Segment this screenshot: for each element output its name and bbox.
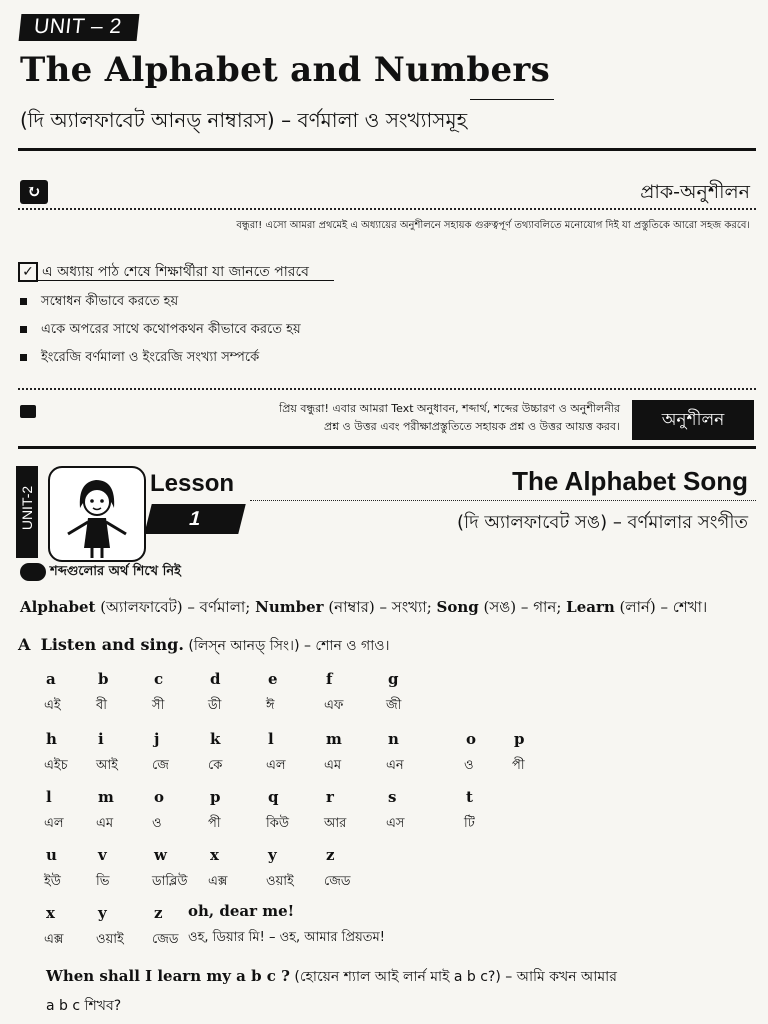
alphabet-pronunciation: ইউ: [44, 874, 61, 889]
alphabet-pronunciation: এক্স: [44, 932, 64, 947]
objectives-heading-text: এ অধ্যায় পাঠ শেষে শিক্ষার্থীরা যা জানতে পারবে: [42, 264, 309, 280]
vocab-word: Alphabet: [20, 598, 96, 616]
vocab-word: Number: [255, 598, 324, 616]
alphabet-pronunciation: ডাব্লিউ: [152, 874, 188, 889]
header-rule: [18, 148, 756, 151]
alphabet-pronunciation: ভি: [96, 874, 110, 889]
objective-text: ইংরেজি বর্ণমালা ও ইংরেজি সংখ্যা সম্পর্কে: [41, 350, 260, 365]
unit-vertical-tab: [16, 466, 38, 558]
alphabet-letter: m: [326, 730, 342, 748]
vocab-meaning: (অ্যালফাবেট) – বর্ণমালা;: [95, 598, 256, 616]
alphabet-letter: l: [46, 788, 52, 806]
alphabet-pronunciation: ওয়াই: [266, 874, 294, 889]
alphabet-letter: q: [268, 788, 279, 806]
alphabet-pronunciation: এল: [44, 816, 64, 831]
title-underline: [470, 99, 554, 100]
alphabet-letter: z: [326, 846, 335, 864]
words-icon: [20, 563, 46, 581]
alphabet-letter: z: [154, 904, 163, 922]
alphabet-letter: x: [210, 846, 219, 864]
alphabet-letter: g: [388, 670, 399, 688]
alphabet-pronunciation: সী: [152, 698, 165, 713]
alphabet-letter: b: [98, 670, 109, 688]
alphabet-pronunciation: এস: [386, 816, 405, 831]
alphabet-letter: i: [98, 730, 104, 748]
alphabet-pronunciation: কে: [208, 758, 223, 773]
alphabet-letter: u: [46, 846, 57, 864]
alphabet-letter: o: [154, 788, 165, 806]
alphabet-letter: x: [46, 904, 55, 922]
alphabet-letter: v: [98, 846, 107, 864]
alphabet-pronunciation: পী: [512, 758, 525, 773]
exercise-label: A: [18, 635, 31, 654]
oh-dear-line: oh, dear me!: [188, 902, 295, 920]
objectives-underline: [18, 280, 334, 281]
when-line-bn2: a b c শিখব?: [46, 998, 122, 1014]
bullet-icon: [20, 298, 27, 305]
pre-practice-divider: [18, 208, 756, 210]
lesson-label: Lesson: [150, 470, 235, 497]
girl-illustration-icon: [50, 468, 144, 560]
alphabet-pronunciation: আর: [324, 816, 347, 831]
alphabet-letter: y: [98, 904, 107, 922]
alphabet-pronunciation: ঈ: [266, 698, 275, 713]
vocab-meaning: (সঙ) – গান;: [478, 598, 567, 616]
practice-divider-top: [18, 388, 756, 390]
alphabet-letter: f: [326, 670, 333, 688]
exercise-instruction: Listen and sing.: [40, 635, 184, 654]
practice-mark-icon: [20, 405, 36, 418]
lesson-divider: [250, 500, 756, 501]
alphabet-letter: c: [154, 670, 164, 688]
alphabet-letter: o: [466, 730, 477, 748]
list-item: [20, 348, 301, 376]
exercise-a-heading: [18, 634, 390, 658]
pre-practice-note: বন্ধুরা! এসো আমরা প্রথমেই এ অধ্যায়ের অনুশীলনে সহায়ক গুরুত্বপূর্ণ তথ্যাবলিতে মনোযোগ দিই যা প্রস্তুতিকে আরো সহজ করবে।: [236, 220, 750, 231]
alphabet-pronunciation: জে: [152, 758, 169, 773]
alphabet-pronunciation: টি: [464, 816, 475, 831]
list-item: [20, 292, 301, 320]
words-heading: [20, 562, 181, 583]
objective-text: সম্বোধন কীভাবে করতে হয়: [41, 294, 179, 309]
lesson-number: 1: [144, 504, 245, 534]
vocab-meaning: (নাম্বার) – সংখ্যা;: [323, 598, 437, 616]
alphabet-pronunciation: এম: [324, 758, 342, 773]
pre-practice-icon: ↻: [20, 180, 48, 204]
objective-text: একে অপরের সাথে কথোপকথন কীভাবে করতে হয়: [41, 322, 301, 337]
page-title: The Alphabet and Numbers: [20, 50, 551, 90]
alphabet-letter: p: [514, 730, 525, 748]
alphabet-pronunciation: এইচ: [44, 758, 68, 773]
alphabet-pronunciation: আই: [96, 758, 118, 773]
alphabet-pronunciation: ডী: [208, 698, 222, 713]
practice-text-line: প্রিয় বন্ধুরা! এবার আমরা Text অনুধাবন, শব্দার্থ, শব্দের উচ্চারণ ও অনুশীলনীর: [279, 402, 620, 415]
oh-dear-translation: ওহ, ডিয়ার মি! – ওহ, আমার প্রিয়তম!: [188, 930, 385, 945]
alphabet-letter: n: [388, 730, 399, 748]
alphabet-letter: r: [326, 788, 334, 806]
checkbox-icon: ✓: [18, 262, 38, 282]
vocab-line: [20, 596, 760, 621]
alphabet-pronunciation: ও: [464, 758, 474, 773]
bullet-icon: [20, 354, 27, 361]
alphabet-pronunciation: জী: [386, 698, 402, 713]
vocab-word: Learn: [566, 598, 615, 616]
alphabet-pronunciation: ওয়াই: [96, 932, 124, 947]
alphabet-letter: a: [46, 670, 56, 688]
alphabet-pronunciation: জেড: [324, 874, 351, 889]
page-subtitle: (দি অ্যালফাবেট আনড্‌ নাম্বারস) – বর্ণমালা ও সংখ্যাসমূহ: [20, 108, 468, 132]
alphabet-letter: s: [388, 788, 397, 806]
alphabet-pronunciation: এম: [96, 816, 114, 831]
vocab-meaning: (লার্ন) – শেখা।: [614, 598, 708, 616]
alphabet-pronunciation: জেড: [152, 932, 179, 947]
unit-badge: UNIT – 2: [19, 14, 139, 41]
lesson-subtitle: (দি অ্যালফাবেট সঙ) – বর্ণমালার সংগীত: [457, 512, 748, 533]
student-illustration: [48, 466, 146, 562]
when-line-bn: (হোয়েন শ্যাল আই লার্ন মাই a b c?) – আমি কখন আমার: [289, 969, 617, 985]
alphabet-letter: y: [268, 846, 277, 864]
practice-badge: অনুশীলন: [632, 400, 754, 440]
alphabet-pronunciation: এক্স: [208, 874, 228, 889]
practice-text-line: প্রশ্ন ও উত্তর এবং পরীক্ষাপ্রস্তুতিতে সহায়ক প্রশ্ন ও উত্তর আয়ত্ত করব।: [324, 420, 620, 433]
alphabet-letter: j: [154, 730, 160, 748]
when-line: [46, 962, 758, 1020]
alphabet-letter: h: [46, 730, 57, 748]
alphabet-letter: e: [268, 670, 278, 688]
practice-text: [210, 400, 620, 436]
unit-vertical-label: UNIT-2: [19, 485, 35, 531]
alphabet-pronunciation: এল: [266, 758, 286, 773]
alphabet-pronunciation: কিউ: [266, 816, 289, 831]
when-line-en: When shall I learn my a b c ?: [46, 967, 290, 985]
alphabet-letter: w: [154, 846, 167, 864]
alphabet-letter: p: [210, 788, 221, 806]
objectives-list: [20, 292, 301, 376]
alphabet-letter: t: [466, 788, 473, 806]
list-item: [20, 320, 301, 348]
alphabet-letter: d: [210, 670, 221, 688]
alphabet-letter: l: [268, 730, 274, 748]
practice-rule: [18, 446, 756, 449]
alphabet-pronunciation: ও: [152, 816, 162, 831]
vocab-word: Song: [436, 598, 479, 616]
lesson-title: The Alphabet Song: [512, 466, 748, 496]
bullet-icon: [20, 326, 27, 333]
alphabet-letter: m: [98, 788, 114, 806]
alphabet-pronunciation: বী: [96, 698, 107, 713]
exercise-instruction-bn: (লিস্‌ন আনড্‌ সিং।) – শোন ও গাও।: [183, 638, 390, 654]
words-heading-text: শব্দগুলোর অর্থ শিখে নিই: [50, 564, 181, 579]
alphabet-pronunciation: এফ: [324, 698, 344, 713]
alphabet-pronunciation: এন: [386, 758, 404, 773]
pre-practice-title: প্রাক-অনুশীলন: [640, 181, 750, 203]
alphabet-pronunciation: এই: [44, 698, 61, 713]
alphabet-pronunciation: পী: [208, 816, 221, 831]
alphabet-letter: k: [210, 730, 221, 748]
